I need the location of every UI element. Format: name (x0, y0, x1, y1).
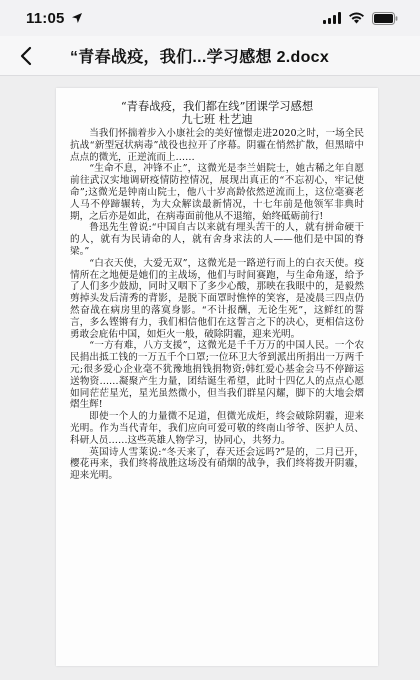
paragraph: 鲁迅先生曾说:“中国自古以来就有埋头苦干的人，就有拼命硬干的人，就有为民请命的人，就有舍身求法的人——他们是中国的脊梁。” (70, 222, 364, 257)
battery-icon (372, 12, 398, 25)
navigation-bar (0, 36, 420, 76)
paragraph: 即使一个人的力量微不足道，但微光成炬，终会破除阴霾，迎来光明。作为当代青年，我们应向可爱可敬的终南山爷爷、医护人员、科研人员……这些英雄人物学习，协同心，共努力。 (70, 411, 364, 446)
paragraph: “一方有难，八方支援”，这微光是千千万万的中国人民。一个农民捐出抵工钱的一万五千个口罩;一位环卫大爷到派出所捐出一万两千元;很多爱心企业毫不犹豫地捐钱捐物资;韩红爱心基金会马不停蹄运送物资……凝聚产生力量，团结诞生希望，此时十四亿人的点点心愿如同茫茫星光，星光虽然微小，但当我们群星闪耀，脚下的大地会熠熠生辉! (70, 340, 364, 411)
location-arrow-icon (71, 12, 83, 24)
document-title: “青春战疫，我们...学习感想 2.docx (70, 49, 330, 66)
document-author: 九七班 杜艺迪 (181, 113, 253, 126)
document-heading: “青春战疫，我们都在线”团课学习感想 (120, 100, 314, 113)
paragraph: “生命不息，冲锋不止”，这微光是李兰娟院士，她古稀之年自愿前往武汉实地调研疫情防控情况，展现出真正的“不忘初心，牢记使命”;这微光是钟南山院士，他八十岁高龄依然逆流而上，这位毫赛老人马不停蹄辗转，为大众解读最新情况，十七年前是他领军非典时期，之后亦是如此，在病毒面前他从不退缩，始终砥砺前行! (70, 163, 364, 222)
paragraph: 当我们怀揣着步入小康社会的美好憧憬走进2020之时，一场全民抗战“新型冠状病毒”战役也拉开了序幕。阴霾在悄然扩散，但黑暗中点点的微光，正逆流而上…… (70, 128, 364, 163)
chevron-left-icon[interactable] (6, 36, 46, 76)
paragraph: 英国诗人雪莱说:“冬天来了，春天还会远吗?”是的，二月已开，樱花再来，我们终将战胜这场没有硝烟的战争，我们终将拨开阴霾，迎来光明。 (70, 446, 364, 482)
status-right (323, 12, 398, 25)
cellular-signal-icon (323, 12, 341, 24)
wifi-icon (348, 12, 365, 24)
document-viewer[interactable] (0, 76, 420, 680)
status-time: 11:05 (26, 9, 65, 27)
document-page (56, 88, 378, 666)
status-bar (0, 0, 420, 36)
paragraph: “白衣天使，大爱无双”，这微光是一路逆行而上的白衣天使。疫情所在之地便是她们的主战场，他们与时间赛跑，与生命角逐，给予了人们多少鼓励，同时又咽下了多少心酸，那映在我眼中的，是毅然剪掉头发后清秀的背影，是脱下面罩时憔悴的笑容，是凌晨三四点仍然奋战在病房里的落寞身影。“不计报酬，无论生死”，这鲜红的誓言，多么铿锵有力，我们相信他们在这誓言之下的决心，更相信这份勇敢会庇佑中国，如炬火一般，破除阴霾，迎来光明。 (70, 257, 364, 340)
status-left (26, 10, 83, 27)
